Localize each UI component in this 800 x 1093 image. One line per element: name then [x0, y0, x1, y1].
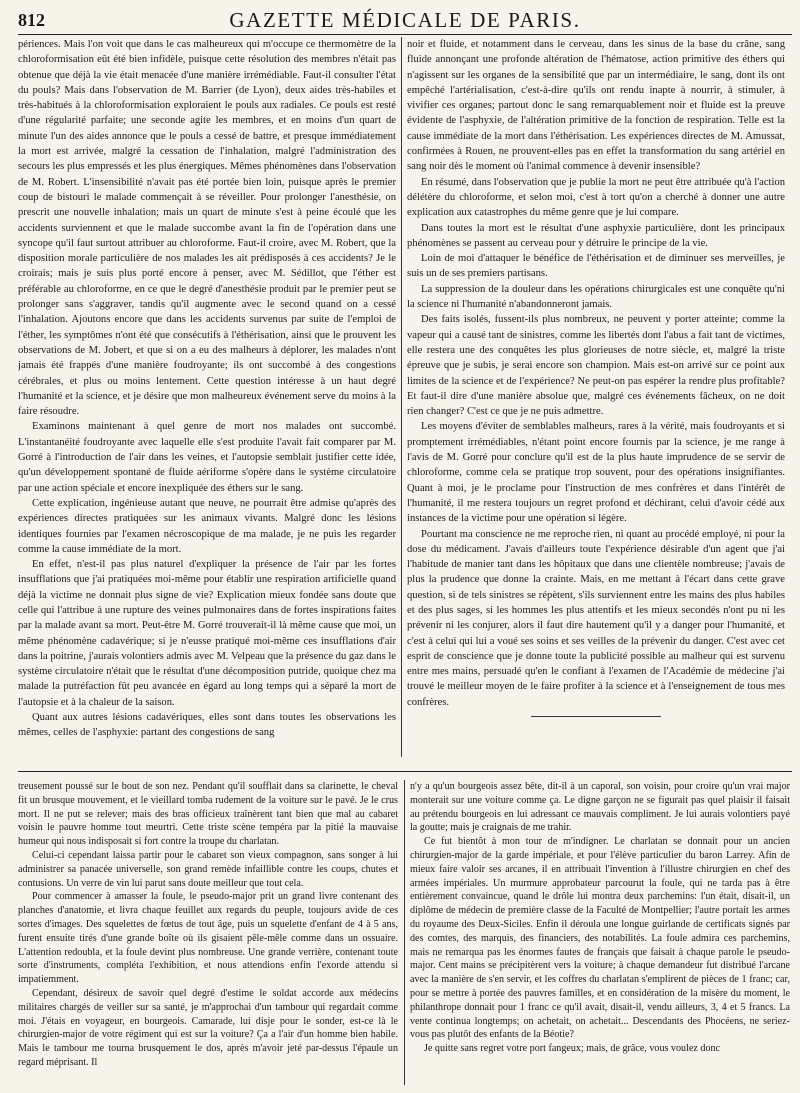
feuilleton-paragraph: treusement poussé sur le bout de son nez. Pendant qu'il soufflait dans sa clarinette, le cheval fit un brusque mouvement, et le vieillard tomba rudement de la voiture sur le pavé. Je le crus mort. Il ne put se relever; mais des bras officieux traînèrent tant bien que mal au cabaret voisin le pauvre homme tout meurtri. Cette triste scène tempéra par la pitié la mauvaise humeur qui nous indisposait si fort contre la troupe du charlatan. [18, 781, 398, 848]
article-paragraph: périences. Mais l'on voit que dans le cas malheureux qui m'occupe ce thermomètre de la chloroformisation eût été bien infidèle, puisque cette résolution des membres n'était pas obtenue que déjà la vie était menacée d'une manière irrémédiable. Faut-il consulter l'état du pouls? Mais dans l'observation de M. Barrier (de Lyon), deux aides très-habiles et très-habitués à la chloroformisation exploraient le pouls aux radiales. Ce pouls est resté d'une régularité parfaite; une seconde agite les membres, et en moins d'un quart de minute l'un des aides annonce que le pouls a cessé de battre, et presque immédiatement la mort est arrivée, malgré la cessation de l'inhalation, malgré l'administration des secours les plus empressés et les plus énergiques. Mêmes phénomènes dans l'observation de M. Robert. L'insensibilité n'avait pas été portée bien loin, puisque après le premier coup de bistouri le malade commençait à se réveiller. Pour prolonger l'anesthésie, on prescrit une nouvelle inhalation; mais un quart de minute s'est à peine écoulé que les accidents surviennent et que le malade succombe avant la fin de l'opération dans une syncope qu'il faut surtout attribuer au chloroforme. Faut-il croire, avec M. Robert, que la disposition morale particulière de nos malades les ait prédisposés à ces accidents? Je le croirais; mais je suis plus porté encore à penser, avec M. Sédillot, que l'éther est préférable au chloroforme, en ce que le degré d'anesthésie produit par le premier peut se prolonger sans s'aggraver, tandis qu'il augmente avec le second quand on a cessé l'inhalation. Ajoutons encore que dans les accidents survenus par suite de l'emploi de l'éther, les symptômes n'ont été que consécutifs à l'éthérisation, ainsi que le prouvent les observations de M. Jobert, et que si on a eu des malheurs à déplorer, les malades n'ont jamais été frappés d'une manière foudroyante; ils ont succombé à des congestions cérébrales, et plus ou moins lentement. Cette question intéresse à un haut degré l'humanité et la science, et je désire que mon malheureux événement serve du moins à la faire résoudre. [18, 39, 396, 418]
article-section [18, 37, 792, 762]
feuilleton-divider-line [18, 771, 792, 772]
feuilleton-right-column [410, 780, 790, 1090]
article-paragraph: Cette explication, ingénieuse autant que neuve, ne pourrait être admise qu'après des expériences directes pratiquées sur les animaux vivants. Malgré donc les lésions identiques fournies par l'examen nécroscopique de ma malade, je ne puis les regarder comme la cause immédiate de la mort. [18, 497, 396, 555]
page-header [18, 4, 792, 35]
article-paragraph: Pourtant ma conscience ne me reproche rien, ni quant au procédé employé, ni pour la dose du médicament. J'avais d'ailleurs toute l'expérience désirable d'un agent que j'ai l'habitude de manier tant dans les hôpitaux que dans une clientèle nombreuse; j'avais de plus la prudence que donne la crainte. Mais, en me mettant à l'écart dans cette grave question, si de tels sinistres se répètent, s'ils surviennent entre les mains des plus habiles et des plus sages, si les hommes les plus attentifs et les mieux secondés n'ont pu ni les prévenir ni les conjurer, alors il faut dire hautement qu'il y a danger pour l'humanité, et c'est à celui qui lui a voué ses soins et ses veilles de la prévenir du danger. C'est avec cet esprit de conscience que je donne toute la publicité possible au malheur qui est survenu entre mes mains, persuadé qu'en le confiant à l'examen de l'Académie de médecine j'ai trouvé le meilleur moyen de le faire profiter à la science et à l'enseignement de tous mes confrères. [407, 528, 785, 708]
page-number: 812 [18, 10, 45, 30]
article-paragraph: Loin de moi d'attaquer le bénéfice de l'éthérisation et de diminuer ses merveilles, je suis un de ses premiers partisans. [407, 253, 785, 280]
feuilleton-paragraph: Cependant, désireux de savoir quel degré d'estime le soldat accorde aux médecins militaires chargés de veiller sur sa santé, je m'approchai d'un tambour qui regardait comme moi. J'étais en voyageur, en bourgeois. Camarade, lui disje pour le sonder, est-ce là le chirurgien-major de votre régiment qui est sur la voiture? Ça a l'air d'un homme bien habile. Mais le tambour me tourna brusquement le dos, après m'avoir jeté par-dessus l'épaule un regard méprisant. Il [18, 987, 398, 1068]
article-paragraph: En effet, n'est-il pas plus naturel d'expliquer la présence de l'air par les fortes insufflations que j'ai pratiquées moi-même pour établir une respiration artificielle quand déjà la victime ne donnait plus signe de vie? Explication mieux fondée sans doute que celle qui l'attribue à une rupture des veines pulmonaires dans de fortes inspirations faites par la malade avant sa mort. Peut-être M. Gorré trouverait-il là même cause que moi, un même phénomène cadavérique; si je n'eusse pratiqué moi-même ces insufflations d'air dans la poitrine, j'aurais volontiers admis avec M. Velpeau que la présence du gaz dans le système circulatoire n'était que le résultat d'une décomposition putride, quoique chez ma malade la putréfaction fût peu avancée en égard au long temps qui a séparé la mort de l'autopsie et à la chaleur de la saison. [18, 559, 396, 708]
column-divider [401, 37, 402, 757]
article-paragraph: noir et fluide, et notamment dans le cerveau, dans les sinus de la base du crâne, sang fluide annonçant une profonde altération de l'hématose, action primitive des éthers qui n'agissent sur les organes de la sensibilité que par un intermédiaire, le sang, dont ils ont empêché l'artérialisation, c'est-à-dire qu'ils ont rendu inapte à nourrir, à stimuler, à vivifier ces organes; partout donc le sang remarquablement noir et fluide est la preuve évidente de l'asphyxie, de l'altération primitive de la fonction de respiration. Telle est la cause immédiate de la mort dans l'éthérisation. Les expériences directes de M. Amussat, confirmées à Rouen, ne prouvent-elles pas en effet la transformation du sang artériel en sang noir dès le moment où l'animal commence à devenir insensible? [407, 39, 785, 173]
article-paragraph: Dans toutes la mort est le résultat d'une asphyxie particulière, dont les principaux phénomènes se passent au cerveau pour y détruire le principe de la vie. [407, 222, 785, 249]
column-divider [404, 780, 405, 1085]
article-paragraph: Examinons maintenant à quel genre de mort nos malades ont succombé. L'instantanéité foudroyante avec laquelle elle s'est produite l'avait fait comparer par M. Gorré à l'introduction de l'air dans les veines, et l'autopsie semblait justifier cette idée, qu'un développement spontané de fluide aériforme s'opère dans le système circulatoire par une action spéciale et encore inexpliquée des éthers sur le sang. [18, 421, 396, 494]
feuilleton-divider [18, 762, 792, 780]
feuilleton-left-column [18, 780, 398, 1090]
feuilleton-paragraph: Ce fut bientôt à mon tour de m'indigner. Le charlatan se donnait pour un ancien chirurgien-major de la garde impériale, et pour l'élève particulier du baron Larrey. Afin de mieux faire valoir ses arcanes, il en attribuait l'invention à l'illustre chirurgien en chef des armées impériales. Un murmure approbateur parcourut la foule, qui ne tarda pas à être entièrement convaincue, quand le drôle lui montra deux parchemins: l'un était, disait-il, un diplôme de médecin de première classe de la Faculté de Montpellier; l'autre portait les armes du royaume des Deux-Siciles. Enfin il déroula une longue guirlande de certificats signés par des comtes, des marquis, des financiers, des notabilités. La foule admira ces parchemins, mais ne remarqua pas les énormes fautes de français que faisait à chaque parole le pseudo-major. Cent mains se précipitèrent vers la voiture; à chaque demandeur fut distribué l'arcane avec la manière de s'en servir, et les coffres du charlatan s'emplirent de pièces de 1 franc; car, pour se mettre à portée des pauvres familles, et en considération de la misère du moment, le philanthrope donnait pour 1 franc ce qu'il avait, disait-il, vendu ailleurs, 3, 4 et 5 francs. La vente continua longtemps; on achetait, on achetait... Descendants des Phocéens, ne seriez-vous pas plutôt des enfants de la Béotie? [410, 836, 790, 1041]
article-left-column [18, 37, 396, 762]
feuilleton-paragraph: Pour commencer à amasser la foule, le pseudo-major prit un grand livre contenant des planches d'anatomie, et livra chaque feuillet aux regards du peuple, toujours avide de ces sortes d'images. Des squelettes de fœtus de tout âge, puis un squelette d'enfant de 4 à 5 ans, furent ensuite tirés d'une grande boîte où ils gisaient pêle-mêle comme dans un ossuaire. L'attention redoubla, et la foule devint plus nombreuse. Une grande verrière, contenant toute sorte d'instruments, compléta l'exhibition, et nous attendions enfin l'exorde attendu si impatiemment. [18, 891, 398, 986]
article-paragraph: Quant aux autres lésions cadavériques, elles sont dans toutes les observations les mêmes, celles de l'asphyxie: partant des congestions de sang [18, 712, 396, 739]
feuilleton-paragraph: n'y a qu'un bourgeois assez bête, dit-il à un caporal, son voisin, pour croire qu'un vrai major monterait sur une voiture comme ça. Le digne garçon ne se figurait pas quel plaisir il faisait au prétendu bourgeois en lui adressant ce mauvais compliment. Je lui aurais volontiers payé la goutte; mais je craignais de me trahir. [410, 781, 790, 834]
article-paragraph: Des faits isolés, fussent-ils plus nombreux, ne peuvent y porter atteinte; comme la vapeur qui a causé tant de sinistres, comme les libertés dont l'abus a fait tant de victimes, elle restera une des conquêtes les plus glorieuses de notre siècle, et, malgré la triste épreuve que je subis, je serai encore son champion. Mais est-on arrivé sur ce point aux limites de la science et de l'expérience? Ne peut-on pas espérer la rendre plus profitable? Et faut-il dire d'une manière absolue que, malgré ces événements fâcheux, on ne doit rien changer? C'est ce que je ne puis admettre. [407, 314, 785, 418]
feuilleton-section [18, 780, 792, 1090]
article-paragraph: Les moyens d'éviter de semblables malheurs, rares à la vérité, mais foudroyants et si promptement irrémédiables, n'étant point encore fournis par la science, je me range à l'avis de M. Gorré pour conclure qu'il est de la plus haute imprudence de se servir de chloroforme, comme cela se pratique trop souvent, pour des opérations insignifiantes. Quant à moi, je le proclame pour l'instruction de mes confrères et dans l'intérêt de l'humanité, il me restera toujours un regret profond et déchirant, celui d'avoir cédé aux instances de la victime pour une opération si légère. [407, 421, 785, 525]
article-paragraph: En résumé, dans l'observation que je publie la mort ne peut être attribuée qu'à l'action délétère du chloroforme, et selon moi, c'est à tort qu'on a cherché à donner une autre explication aux catastrophes du même genre que je lui compare. [407, 176, 785, 219]
article-right-column [407, 37, 785, 762]
journal-title: GAZETTE MÉDICALE DE PARIS. [229, 8, 581, 32]
feuilleton-paragraph: Je quitte sans regret votre port fangeux; mais, de grâce, vous voulez donc [424, 1043, 720, 1055]
article-end-rule [531, 716, 661, 717]
article-paragraph: La suppression de la douleur dans les opérations chirurgicales est une conquête qu'ni la science ni l'humanité n'abandonneront jamais. [407, 283, 785, 311]
feuilleton-paragraph: Celui-ci cependant laissa partir pour le cabaret son vieux compagnon, sans songer à lui administrer sa panacée universelle, son grand remède infaillible contre les coups, chutes et contusions. Un verre de vin lui parut sans doute meilleur que tout cela. [18, 849, 398, 889]
